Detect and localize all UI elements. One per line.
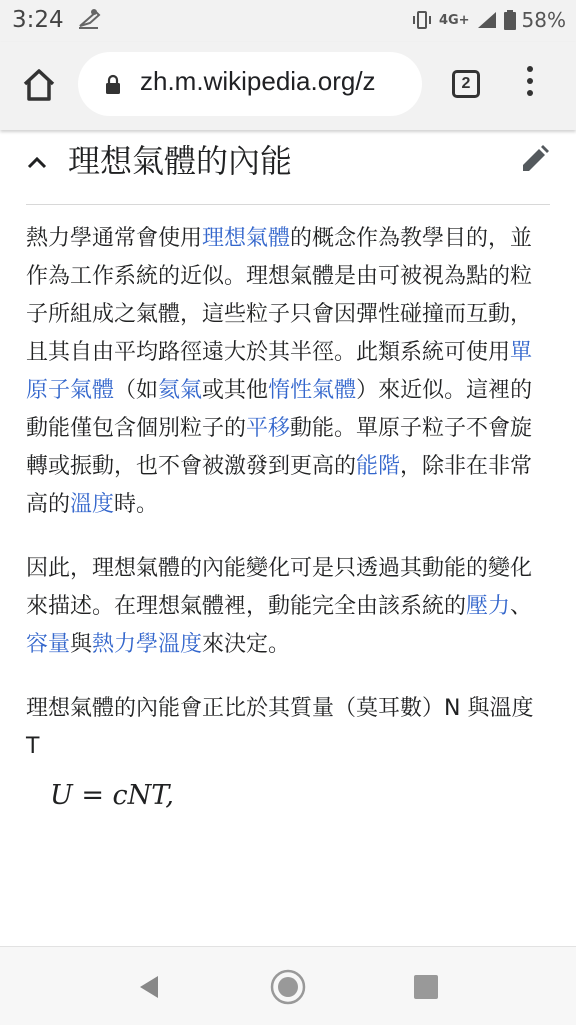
article-link[interactable]: 理想氣體	[202, 226, 291, 251]
text-segment: 與	[70, 632, 93, 657]
paragraph-1	[26, 220, 548, 524]
recent-apps-icon[interactable]	[414, 975, 438, 999]
text-segment: 、	[510, 594, 533, 619]
text-segment: （如	[114, 378, 159, 403]
article-content	[26, 220, 548, 816]
article-link[interactable]: 惰性氣體	[268, 378, 357, 403]
back-icon[interactable]	[136, 973, 162, 1001]
article-link[interactable]: 氦氣	[158, 378, 203, 403]
address-bar[interactable]	[78, 52, 422, 116]
text-segment: ，除非在非常高的	[26, 454, 533, 517]
article-link[interactable]: 熱力學溫度	[92, 632, 203, 657]
text-segment: 時。	[114, 492, 159, 517]
text-segment: 動能。單原子粒子不會旋轉或振動，也不會被激發到更高的	[26, 416, 533, 479]
vibrate-icon	[411, 10, 433, 30]
section-heading[interactable]	[26, 130, 550, 205]
edit-pencil-icon[interactable]	[520, 144, 550, 174]
article-link[interactable]: 溫度	[70, 492, 115, 517]
menu-icon[interactable]	[524, 66, 536, 104]
text-segment: 因此，理想氣體的內能變化可是只透過其動能的變化來描述。在理想氣體裡，動能完全由該系統的	[26, 556, 533, 619]
system-nav-bar	[0, 946, 576, 1025]
article-link[interactable]: 壓力	[466, 594, 511, 619]
section-title: 理想氣體的內能	[68, 142, 293, 180]
lock-icon	[105, 74, 121, 94]
text-segment: 的概念作為教學目的，並作為工作系統的近似。理想氣體是由可被視為點的粒子所組成之氣體，這些粒子只會因彈性碰撞而互動，且其自由平均路徑遠大於其半徑。此類系統可使用	[26, 226, 533, 365]
notification-icon	[76, 6, 102, 32]
article-link[interactable]: 平移	[246, 416, 291, 441]
network-type: 4G+	[438, 12, 470, 28]
article-link[interactable]: 單原子氣體	[26, 340, 533, 403]
battery-level: 58%	[521, 8, 566, 32]
signal-icon	[476, 10, 498, 30]
text-segment: 理想氣體的內能會正比於其質量（莫耳數）N 與溫度 T	[26, 696, 534, 759]
browser-toolbar	[0, 42, 576, 130]
status-time: 3:24	[12, 7, 64, 33]
home-icon[interactable]	[20, 66, 58, 104]
paragraph-3	[26, 690, 548, 766]
chevron-up-icon[interactable]	[26, 154, 48, 170]
paragraph-2	[26, 550, 548, 664]
text-segment: 來決定。	[202, 632, 291, 657]
battery-icon	[504, 10, 516, 30]
text-segment: 或其他	[202, 378, 269, 403]
text-segment: 熱力學通常會使用	[26, 226, 203, 251]
article-link[interactable]: 能階	[356, 454, 401, 479]
status-icons	[411, 8, 566, 32]
article-link[interactable]: 容量	[26, 632, 71, 657]
url-text[interactable]: zh.m.wikipedia.org/z	[140, 66, 376, 96]
tab-switcher-button[interactable]: 2	[452, 70, 480, 98]
home-nav-icon[interactable]	[270, 969, 306, 1005]
formula: U = cNT,	[50, 780, 174, 811]
status-bar	[0, 0, 576, 42]
text-segment: ）來近似。這裡的動能僅包含個別粒子的	[26, 378, 533, 441]
